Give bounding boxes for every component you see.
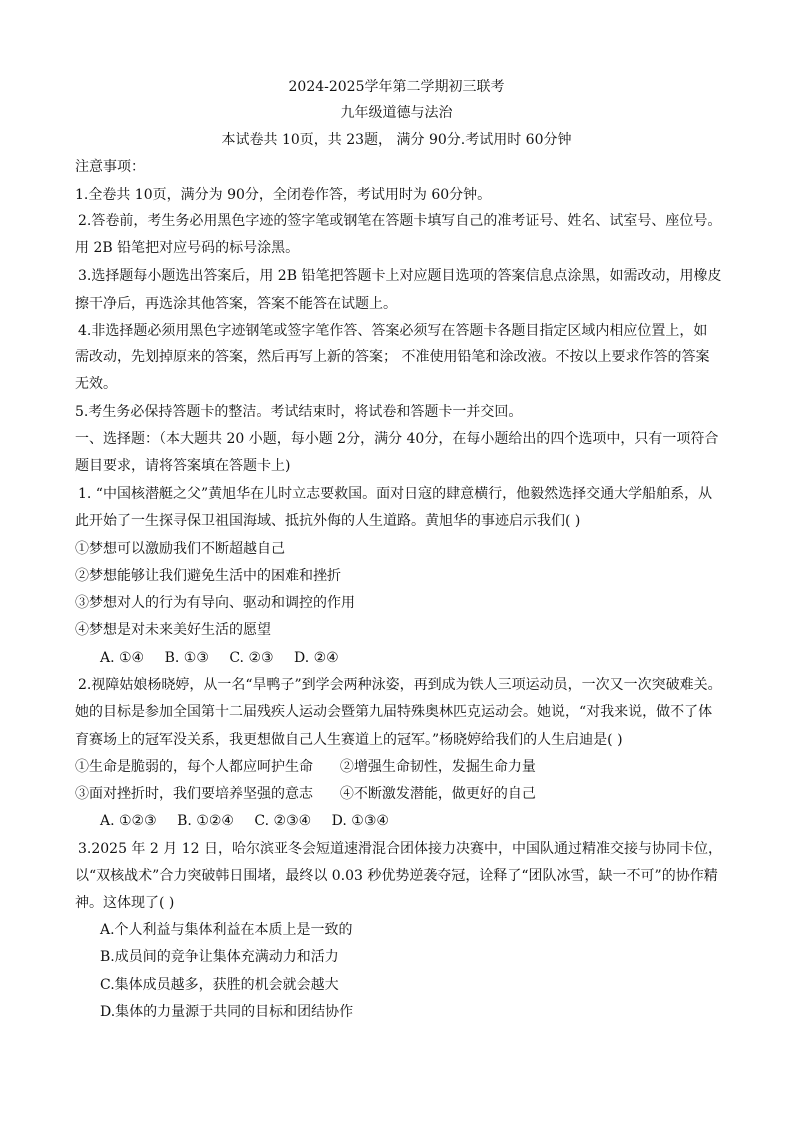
exam-title: 2024-2025学年第二学期初三联考 xyxy=(288,79,505,95)
q2-statements-row-2 xyxy=(75,785,536,803)
q1-stem-line-1: 1. “中国核潜艇之父”黄旭华在儿时立志要救国。面对日寇的肆意横行，他毅然选择交通大学船舶系，从 xyxy=(78,486,713,502)
exam-info: 本试卷共 10页，共 23题， 满分 90分.考试用时 60分钟 xyxy=(221,132,572,148)
q1-options xyxy=(100,649,339,667)
q3-stem-line-3: 神。这体现了( ) xyxy=(75,895,175,911)
q3-option-b[interactable]: B.成员间的竞争让集体充满动力和活力 xyxy=(100,949,339,965)
note-4-line-3: 无效。 xyxy=(75,376,117,392)
q2-option-c[interactable]: C. ②③④ xyxy=(254,813,312,829)
note-3-line-1: 3.选择题每小题选出答案后，用 2B 铅笔把答题卡上对应题目选项的答案信息点涂黑，如需改动，用橡皮 xyxy=(78,268,722,284)
q1-statement-1: ①梦想可以激励我们不断超越自己 xyxy=(75,541,285,557)
note-1: 1.全卷共 10页，满分为 90分，全闭卷作答，考试用时为 60分钟。 xyxy=(75,187,492,203)
notes-heading: 注意事项： xyxy=(75,159,145,175)
q1-option-c[interactable]: C. ②③ xyxy=(229,650,274,666)
q3-option-d[interactable]: D.集体的力量源于共同的目标和团结协作 xyxy=(100,1004,354,1020)
q2-stem-line-3: 育赛场上的冠军没关系，我更想做自己人生赛道上的冠军。”杨晓婷给我们的人生启迪是( ) xyxy=(75,732,623,748)
q3-option-a[interactable]: A.个人利益与集体利益在本质上是一致的 xyxy=(100,922,353,938)
note-3-line-2: 擦干净后，再选涂其他答案，答案不能答在试题上。 xyxy=(75,296,397,312)
q1-statement-2: ②梦想能够让我们避免生活中的困难和挫折 xyxy=(75,568,341,584)
note-4-line-1: 4.非选择题必须用黑色字迹钢笔或签字笔作答、答案必须写在答题卡各题目指定区域内相应位置上，如 xyxy=(78,323,708,339)
q1-stem-line-2: 此开始了一生探寻保卫祖国海域、抵抗外侮的人生道路。黄旭华的事迹启示我们( ) xyxy=(75,513,581,529)
q2-stem-line-2: 她的目标是参加全国第十二届残疾人运动会暨第九届特殊奥林匹克运动会。她说，“对我来说，做不了体 xyxy=(75,704,713,720)
q2-statement-2: ②增强生命韧性，发掘生命力量 xyxy=(339,759,536,775)
q2-statement-4: ④不断激发潜能，做更好的自己 xyxy=(339,786,536,802)
q3-stem-line-2: 以“双核战术”合力突破韩日围堵，最终以 0.03 秒优势逆袭夺冠，诠释了“团队冰雪，缺一不可”的协作精 xyxy=(75,868,718,884)
q1-option-d[interactable]: D. ②④ xyxy=(294,650,339,666)
q3-option-c[interactable]: C.集体成员越多，获胜的机会就会越大 xyxy=(100,977,339,993)
q2-statements-row-1 xyxy=(75,758,536,776)
q2-option-d[interactable]: D. ①③④ xyxy=(331,813,389,829)
section-1-heading-cont: 题目要求，请将答案填在答题卡上) xyxy=(75,458,291,474)
note-2-line-1: 2.答卷前，考生务必用黑色字迹的签字笔或钢笔在答题卡填写自己的准考证号、姓名、试室号、座位号。 xyxy=(78,213,722,229)
note-5: 5.考生务必保持答题卡的整洁。考试结束时，将试卷和答题卡一并交回。 xyxy=(75,404,523,420)
q2-option-a[interactable]: A. ①②③ xyxy=(100,813,157,829)
q1-option-b[interactable]: B. ①③ xyxy=(164,650,209,666)
q1-statement-3: ③梦想对人的行为有导向、驱动和调控的作用 xyxy=(75,595,355,611)
q2-option-b[interactable]: B. ①②④ xyxy=(177,813,234,829)
q2-stem-line-1: 2.视障姑娘杨晓婷，从一名“旱鸭子”到学会两种泳姿，再到成为铁人三项运动员，一次又一次突破难关。 xyxy=(78,677,722,693)
note-4-line-2: 需改动，先划掉原来的答案，然后再写上新的答案； 不准使用铅笔和涂改液。不按以上要求作答的答案 xyxy=(75,349,710,365)
q1-statement-4: ④梦想是对未来美好生活的愿望 xyxy=(75,622,271,638)
section-1-heading: 一、选择题：（本大题共 20 小题，每小题 2分，满分 40分，在每小题给出的四个选项中，只有一项符合 xyxy=(75,431,719,447)
q1-option-a[interactable]: A. ①④ xyxy=(100,650,145,666)
q3-stem-line-1: 3.2025 年 2 月 12 日，哈尔滨亚冬会短道速滑混合团体接力决赛中，中国队通过精准交接与协同卡位， xyxy=(78,841,722,857)
exam-subject: 九年级道德与法治 xyxy=(340,105,453,121)
note-2-line-2: 用 2B 铅笔把对应号码的标号涂黑。 xyxy=(75,240,300,256)
q2-statement-1: ①生命是脆弱的，每个人都应呵护生命 xyxy=(75,759,313,775)
q2-statement-3: ③面对挫折时，我们要培养坚强的意志 xyxy=(75,786,313,802)
q2-options xyxy=(100,812,389,830)
